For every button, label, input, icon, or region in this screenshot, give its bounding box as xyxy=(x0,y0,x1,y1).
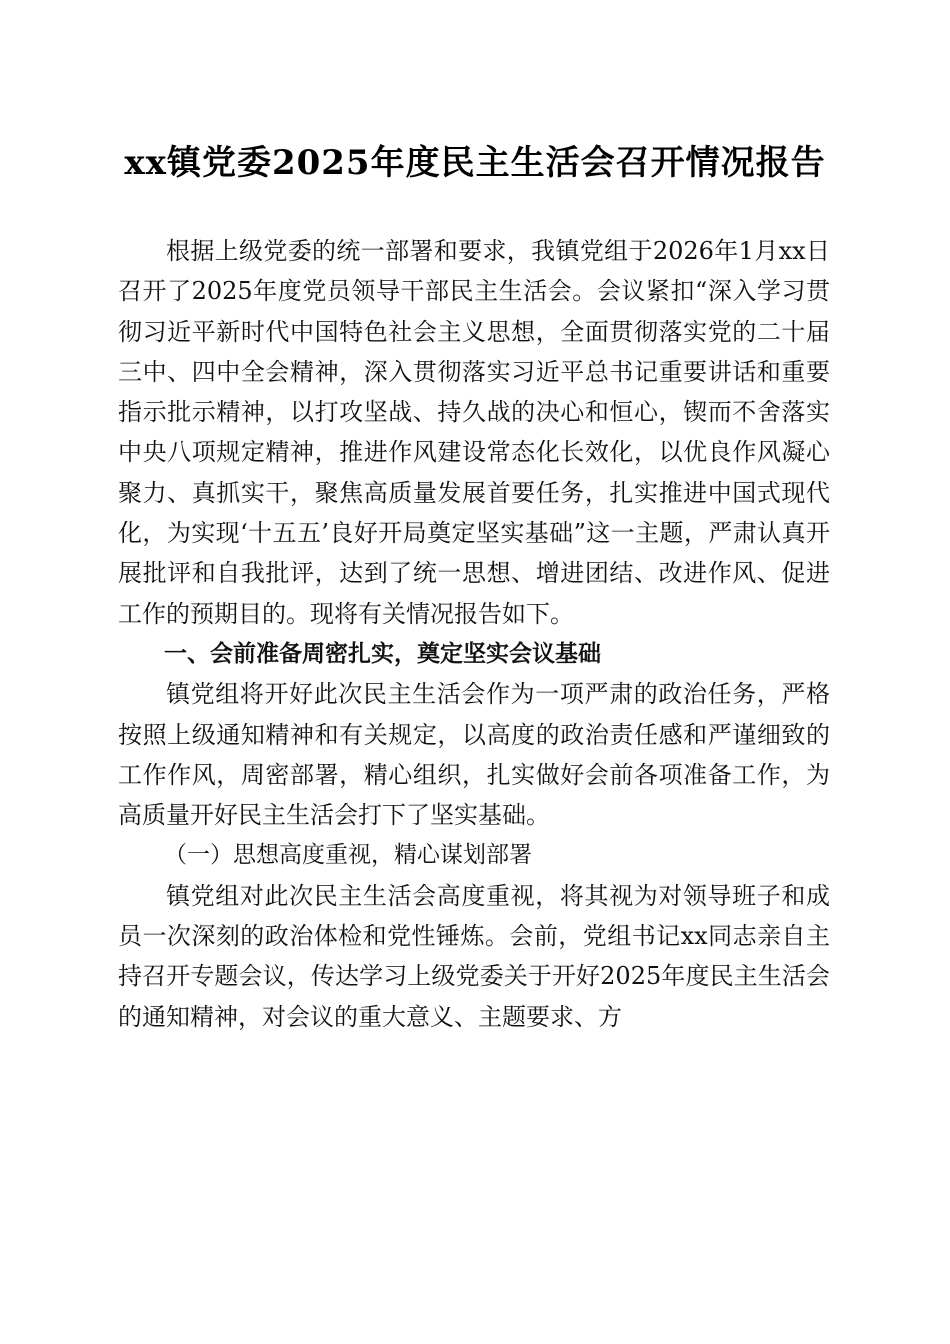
document-title: xx镇党委2025年度民主生活会召开情况报告 xyxy=(124,143,826,183)
section-1-paragraph: 镇党组将开好此次民主生活会作为一项严肃的政治任务，严格按照上级通知精神和有关规定，以高度的政治责任感和严谨细致的工作作风，周密部署，精心组织，扎实做好会前各项准备工作，为高质量开好民主生活会打下了坚实基础。 xyxy=(118,680,830,830)
document-body xyxy=(118,231,830,1037)
subsection-heading-1: （一）思想高度重视，精心谋划部署 xyxy=(164,842,532,869)
section-heading-1: 一、会前准备周密扎实，奠定坚实会议基础 xyxy=(164,640,601,667)
subsection-1-paragraph: 镇党组对此次民主生活会高度重视，将其视为对领导班子和成员一次深刻的政治体检和党性锤炼。会前，党组书记xx同志亲自主持召开专题会议，传达学习上级党委关于开好2025年度民主生活会的通知精神，对会议的重大意义、主题要求、方 xyxy=(118,881,830,1031)
intro-paragraph: 根据上级党委的统一部署和要求，我镇党组于2026年1月xx日召开了2025年度党员领导干部民主生活会。会议紧扣“深入学习贯彻习近平新时代中国特色社会主义思想，全面贯彻落实党的二十届三中、四中全会精神，深入贯彻落实习近平总书记重要讲话和重要指示批示精神，以打攻坚战、持久战的决心和恒心，锲而不舍落实中央八项规定精神，推进作风建设常态化长效化，以优良作风凝心聚力、真抓实干，聚焦高质量发展首要任务，扎实推进中国式现代化，为实现‘十五五’良好开局奠定坚实基础”这一主题，严肃认真开展批评和自我批评，达到了统一思想、增进团结、改进作风、促进工作的预期目的。现将有关情况报告如下。 xyxy=(118,237,830,628)
